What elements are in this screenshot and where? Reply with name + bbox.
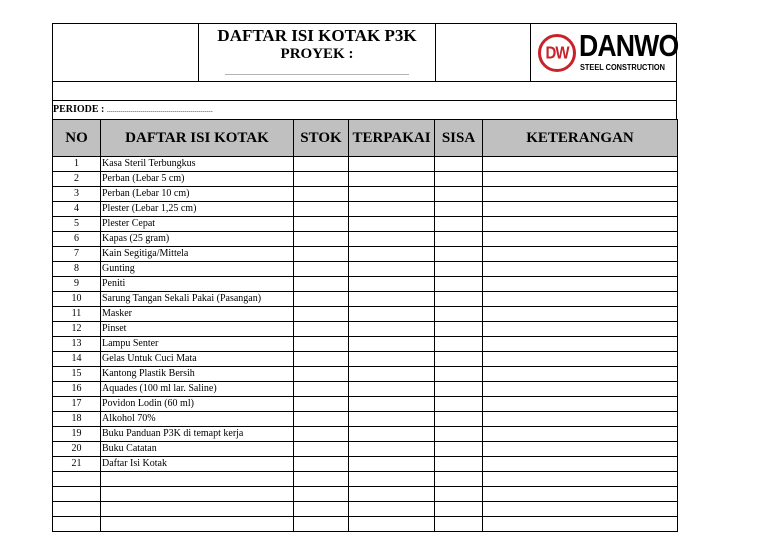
table-row [53, 202, 678, 217]
row-terpakai-cell[interactable] [349, 247, 435, 262]
row-keterangan-cell[interactable] [483, 292, 678, 307]
row-sisa-cell[interactable] [435, 202, 483, 217]
row-number: 21 [53, 457, 101, 472]
p3k-form-sheet [52, 23, 677, 532]
row-item: Daftar Isi Kotak [101, 457, 294, 472]
periode-fill-line: ..................................................... [106, 105, 213, 114]
row-item: Kasa Steril Terbungkus [101, 157, 294, 172]
table-row [53, 187, 678, 202]
row-number: 3 [53, 187, 101, 202]
row-sisa-cell[interactable] [435, 262, 483, 277]
row-number [53, 517, 101, 532]
table-header-row [53, 120, 678, 157]
row-sisa-cell[interactable] [435, 442, 483, 457]
row-keterangan-cell[interactable] [483, 277, 678, 292]
table-row [53, 367, 678, 382]
table-row [53, 292, 678, 307]
row-stok-cell[interactable] [294, 487, 349, 502]
row-item: Gelas Untuk Cuci Mata [101, 352, 294, 367]
form-title: DAFTAR ISI KOTAK P3K [217, 26, 417, 45]
table-row [53, 217, 678, 232]
row-sisa-cell[interactable] [435, 322, 483, 337]
row-terpakai-cell[interactable] [349, 307, 435, 322]
row-stok-cell[interactable] [294, 247, 349, 262]
row-stok-cell[interactable] [294, 517, 349, 532]
logo-mark-text: DW [545, 43, 569, 63]
row-number: 1 [53, 157, 101, 172]
col-header-sisa: SISA [435, 120, 483, 157]
row-sisa-cell[interactable] [435, 487, 483, 502]
row-keterangan-cell[interactable] [483, 442, 678, 457]
row-item: Plester (Lebar 1,25 cm) [101, 202, 294, 217]
row-stok-cell[interactable] [294, 412, 349, 427]
table-row [53, 472, 678, 487]
row-stok-cell[interactable] [294, 172, 349, 187]
row-sisa-cell[interactable] [435, 412, 483, 427]
row-keterangan-cell[interactable] [483, 217, 678, 232]
row-keterangan-cell[interactable] [483, 427, 678, 442]
row-sisa-cell[interactable] [435, 457, 483, 472]
row-keterangan-cell[interactable] [483, 397, 678, 412]
row-number: 13 [53, 337, 101, 352]
row-terpakai-cell[interactable] [349, 412, 435, 427]
row-item: Lampu Senter [101, 337, 294, 352]
table-row [53, 337, 678, 352]
logo-brand: DANWO [579, 28, 679, 63]
project-fill-line: ............................................................................................ [225, 68, 409, 77]
row-terpakai-cell[interactable] [349, 397, 435, 412]
row-item [101, 517, 294, 532]
table-row [53, 502, 678, 517]
row-keterangan-cell[interactable] [483, 172, 678, 187]
row-number [53, 472, 101, 487]
row-item: Kantong Plastik Bersih [101, 367, 294, 382]
row-stok-cell[interactable] [294, 502, 349, 517]
row-number: 2 [53, 172, 101, 187]
row-number: 14 [53, 352, 101, 367]
row-terpakai-cell[interactable] [349, 517, 435, 532]
table-row [53, 277, 678, 292]
row-number: 6 [53, 232, 101, 247]
row-keterangan-cell[interactable] [483, 367, 678, 382]
row-sisa-cell[interactable] [435, 502, 483, 517]
row-item: Buku Catatan [101, 442, 294, 457]
row-keterangan-cell[interactable] [483, 382, 678, 397]
row-keterangan-cell[interactable] [483, 487, 678, 502]
form-header [52, 23, 677, 82]
table-row [53, 427, 678, 442]
row-stok-cell[interactable] [294, 457, 349, 472]
table-row [53, 442, 678, 457]
table-row [53, 382, 678, 397]
table-row [53, 397, 678, 412]
row-keterangan-cell[interactable] [483, 457, 678, 472]
table-body [53, 157, 678, 532]
logo-mark-icon [538, 34, 576, 72]
table-row [53, 517, 678, 532]
row-item: Kapas (25 gram) [101, 232, 294, 247]
row-terpakai-cell[interactable] [349, 382, 435, 397]
row-terpakai-cell[interactable] [349, 172, 435, 187]
row-terpakai-cell[interactable] [349, 322, 435, 337]
row-number: 7 [53, 247, 101, 262]
row-sisa-cell[interactable] [435, 472, 483, 487]
row-terpakai-cell[interactable] [349, 292, 435, 307]
row-terpakai-cell[interactable] [349, 217, 435, 232]
row-sisa-cell[interactable] [435, 187, 483, 202]
row-stok-cell[interactable] [294, 337, 349, 352]
row-stok-cell[interactable] [294, 217, 349, 232]
row-terpakai-cell[interactable] [349, 502, 435, 517]
row-sisa-cell[interactable] [435, 157, 483, 172]
row-stok-cell[interactable] [294, 442, 349, 457]
row-terpakai-cell[interactable] [349, 427, 435, 442]
row-stok-cell[interactable] [294, 232, 349, 247]
row-stok-cell[interactable] [294, 307, 349, 322]
row-terpakai-cell[interactable] [349, 277, 435, 292]
row-terpakai-cell[interactable] [349, 487, 435, 502]
header-divider [530, 24, 531, 81]
row-keterangan-cell[interactable] [483, 502, 678, 517]
row-keterangan-cell[interactable] [483, 232, 678, 247]
row-number: 12 [53, 322, 101, 337]
row-terpakai-cell[interactable] [349, 352, 435, 367]
row-terpakai-cell[interactable] [349, 232, 435, 247]
row-number: 11 [53, 307, 101, 322]
row-item [101, 487, 294, 502]
row-item: Alkohol 70% [101, 412, 294, 427]
row-terpakai-cell[interactable] [349, 457, 435, 472]
project-label: PROYEK : [280, 46, 354, 62]
row-stok-cell[interactable] [294, 292, 349, 307]
row-stok-cell[interactable] [294, 472, 349, 487]
row-sisa-cell[interactable] [435, 337, 483, 352]
row-number: 15 [53, 367, 101, 382]
header-divider [435, 24, 436, 81]
row-keterangan-cell[interactable] [483, 157, 678, 172]
row-number [53, 502, 101, 517]
row-number: 4 [53, 202, 101, 217]
row-sisa-cell[interactable] [435, 517, 483, 532]
row-number: 16 [53, 382, 101, 397]
logo-tagline: STEEL CONSTRUCTION [580, 63, 665, 72]
row-number [53, 487, 101, 502]
table-row [53, 157, 678, 172]
row-item: Plester Cepat [101, 217, 294, 232]
row-terpakai-cell[interactable] [349, 187, 435, 202]
row-number: 19 [53, 427, 101, 442]
row-keterangan-cell[interactable] [483, 322, 678, 337]
row-keterangan-cell[interactable] [483, 472, 678, 487]
table-row [53, 412, 678, 427]
row-item: Povidon Lodin (60 ml) [101, 397, 294, 412]
row-sisa-cell[interactable] [435, 277, 483, 292]
row-item: Gunting [101, 262, 294, 277]
row-stok-cell[interactable] [294, 427, 349, 442]
row-keterangan-cell[interactable] [483, 352, 678, 367]
table-row [53, 172, 678, 187]
spacer-row [52, 82, 677, 101]
table-row [53, 352, 678, 367]
row-terpakai-cell[interactable] [349, 442, 435, 457]
row-stok-cell[interactable] [294, 382, 349, 397]
row-item: Pinset [101, 322, 294, 337]
row-stok-cell[interactable] [294, 397, 349, 412]
row-number: 10 [53, 292, 101, 307]
row-item: Sarung Tangan Sekali Pakai (Pasangan) [101, 292, 294, 307]
row-keterangan-cell[interactable] [483, 262, 678, 277]
row-stok-cell[interactable] [294, 187, 349, 202]
row-sisa-cell[interactable] [435, 397, 483, 412]
row-item: Kain Segitiga/Mittela [101, 247, 294, 262]
row-terpakai-cell[interactable] [349, 262, 435, 277]
row-item [101, 472, 294, 487]
table-row [53, 487, 678, 502]
row-number: 9 [53, 277, 101, 292]
row-terpakai-cell[interactable] [349, 157, 435, 172]
row-number: 20 [53, 442, 101, 457]
row-keterangan-cell[interactable] [483, 187, 678, 202]
periode-row [52, 101, 677, 119]
row-item: Buku Panduan P3K di temapt kerja [101, 427, 294, 442]
row-keterangan-cell[interactable] [483, 517, 678, 532]
row-stok-cell[interactable] [294, 202, 349, 217]
row-stok-cell[interactable] [294, 367, 349, 382]
row-number: 18 [53, 412, 101, 427]
row-item: Masker [101, 307, 294, 322]
table-row [53, 322, 678, 337]
row-sisa-cell[interactable] [435, 352, 483, 367]
row-sisa-cell[interactable] [435, 427, 483, 442]
row-number: 17 [53, 397, 101, 412]
table-row [53, 247, 678, 262]
row-sisa-cell[interactable] [435, 172, 483, 187]
table-row [53, 232, 678, 247]
row-keterangan-cell[interactable] [483, 412, 678, 427]
row-number: 5 [53, 217, 101, 232]
row-sisa-cell[interactable] [435, 232, 483, 247]
row-keterangan-cell[interactable] [483, 247, 678, 262]
col-header-terpakai: TERPAKAI [349, 120, 435, 157]
row-sisa-cell[interactable] [435, 292, 483, 307]
table-row [53, 457, 678, 472]
row-stok-cell[interactable] [294, 157, 349, 172]
row-keterangan-cell[interactable] [483, 202, 678, 217]
periode-label: PERIODE : [53, 104, 105, 115]
table-row [53, 262, 678, 277]
col-header-stok: STOK [294, 120, 349, 157]
col-header-no: NO [53, 120, 101, 157]
checklist-table [52, 119, 678, 532]
row-stok-cell[interactable] [294, 277, 349, 292]
row-keterangan-cell[interactable] [483, 307, 678, 322]
row-terpakai-cell[interactable] [349, 367, 435, 382]
row-number: 8 [53, 262, 101, 277]
row-keterangan-cell[interactable] [483, 337, 678, 352]
col-header-keterangan: KETERANGAN [483, 120, 678, 157]
row-terpakai-cell[interactable] [349, 472, 435, 487]
row-item: Perban (Lebar 10 cm) [101, 187, 294, 202]
company-logo [538, 28, 679, 78]
col-header-item: DAFTAR ISI KOTAK [101, 120, 294, 157]
row-sisa-cell[interactable] [435, 307, 483, 322]
row-item: Perban (Lebar 5 cm) [101, 172, 294, 187]
row-sisa-cell[interactable] [435, 247, 483, 262]
row-sisa-cell[interactable] [435, 217, 483, 232]
row-stok-cell[interactable] [294, 262, 349, 277]
row-sisa-cell[interactable] [435, 367, 483, 382]
row-sisa-cell[interactable] [435, 382, 483, 397]
row-terpakai-cell[interactable] [349, 202, 435, 217]
row-item [101, 502, 294, 517]
row-item: Aquades (100 ml lar. Saline) [101, 382, 294, 397]
row-stok-cell[interactable] [294, 352, 349, 367]
row-item: Peniti [101, 277, 294, 292]
row-stok-cell[interactable] [294, 322, 349, 337]
row-terpakai-cell[interactable] [349, 337, 435, 352]
table-row [53, 307, 678, 322]
